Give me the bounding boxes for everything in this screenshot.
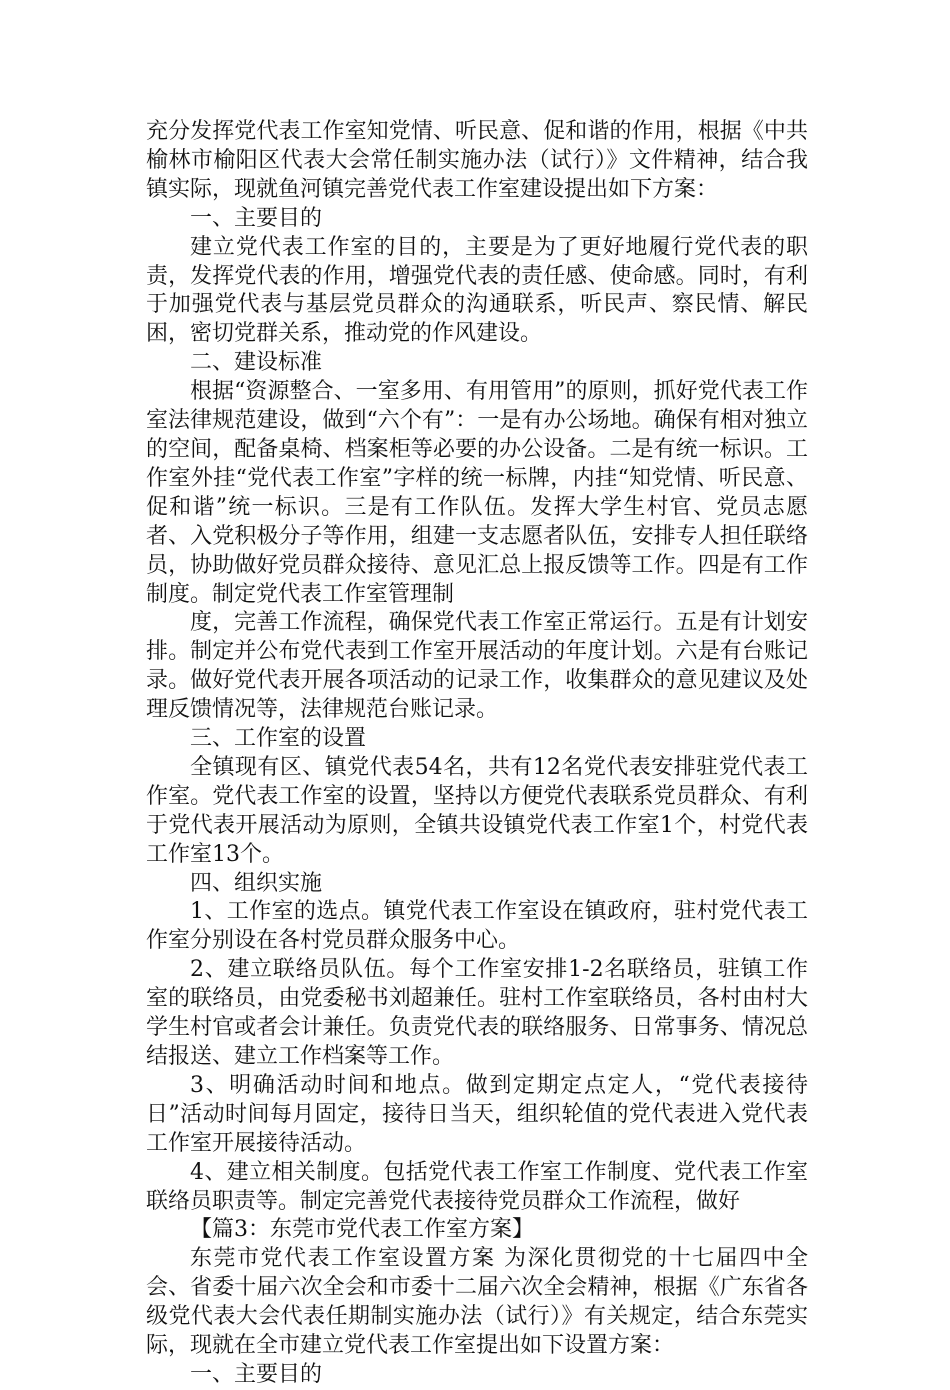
- section-heading-implementation: 四、组织实施: [190, 870, 323, 896]
- section-heading-purpose-2: 一、主要目的: [190, 1361, 323, 1387]
- paragraph-item-3: 3、明确活动时间和地点。做到定期定点定人，“党代表接待日”活动时间每月固定，接待日当天，组织轮值的党代表进入党代表工作室开展接待活动。: [146, 1072, 808, 1156]
- chapter-title: 【篇3：东莞市党代表工作室方案】: [190, 1217, 534, 1243]
- paragraph-standards: 根据“资源整合、一室多用、有用管用”的原则，抓好党代表工作室法律规范建设，做到“六个有”：一是有办公场地。确保有相对独立的空间，配备桌椅、档案柜等必要的办公设备。二是有统一标识。工作室外挂“党代表工作室”字样的统一标牌，内挂“知党情、听民意、促和谐”统一标识。三是有工作队伍。发挥大学生村官、党员志愿者、入党积极分子等作用，组建一支志愿者队伍，安排专人担任联络员，协助做好党员群众接待、意见汇总上报反馈等工作。四是有工作制度。制定党代表工作室管理制: [146, 379, 808, 607]
- paragraph-item-2: 2、建立联络员队伍。每个工作室安排1-2名联络员，驻镇工作室的联络员，由党委秘书刘超兼任。驻村工作室联络员，各村由村大学生村官或者会计兼任。负责党代表的联络服务、日常事务、情况总结报送、建立工作档案等工作。: [146, 957, 808, 1069]
- paragraph-item-4: 4、建立相关制度。包括党代表工作室工作制度、党代表工作室联络员职责等。制定完善党代表接待党员群众工作流程，做好: [146, 1159, 808, 1214]
- paragraph-item-1: 1、工作室的选点。镇党代表工作室设在镇政府，驻村党代表工作室分别设在各村党员群众服务中心。: [146, 899, 808, 954]
- intro-paragraph: 充分发挥党代表工作室知党情、听民意、促和谐的作用，根据《中共榆林市榆阳区代表大会常任制实施办法（试行）》文件精神，结合我镇实际，现就鱼河镇完善党代表工作室建设提出如下方案：: [146, 119, 808, 202]
- section-heading-standards: 二、建设标准: [190, 350, 323, 376]
- paragraph-dongguan-intro: 东莞市党代表工作室设置方案 为深化贯彻党的十七届四中全会、省委十届六次全会和市委十二届六次全会精神，根据《广东省各级党代表大会代表任期制实施办法（试行）》有关规定，结合东莞实际，现就在全市建立党代表工作室提出如下设置方案：: [146, 1246, 808, 1359]
- section-heading-setup: 三、工作室的设置: [190, 726, 367, 752]
- paragraph-standards-continued: 度，完善工作流程，确保党代表工作室正常运行。五是有计划安排。制定并公布党代表到工作室开展活动的年度计划。六是有台账记录。做好党代表开展各项活动的记录工作，收集群众的意见建议及处理反馈情况等，法律规范台账记录。: [146, 610, 808, 723]
- paragraph-purpose: 建立党代表工作室的目的，主要是为了更好地履行党代表的职责，发挥党代表的作用，增强党代表的责任感、使命感。同时，有利于加强党代表与基层党员群众的沟通联系，听民声、察民情、解民困，密切党群关系，推动党的作风建设。: [146, 234, 808, 347]
- section-heading-purpose: 一、主要目的: [190, 205, 323, 231]
- document-body: [146, 118, 808, 1390]
- paragraph-setup: 全镇现有区、镇党代表54名，共有12名党代表安排驻党代表工作室。党代表工作室的设置，坚持以方便党代表联系党员群众、有利于党代表开展活动为原则，全镇共设镇党代表工作室1个，村党代表工作室13个。: [146, 754, 808, 867]
